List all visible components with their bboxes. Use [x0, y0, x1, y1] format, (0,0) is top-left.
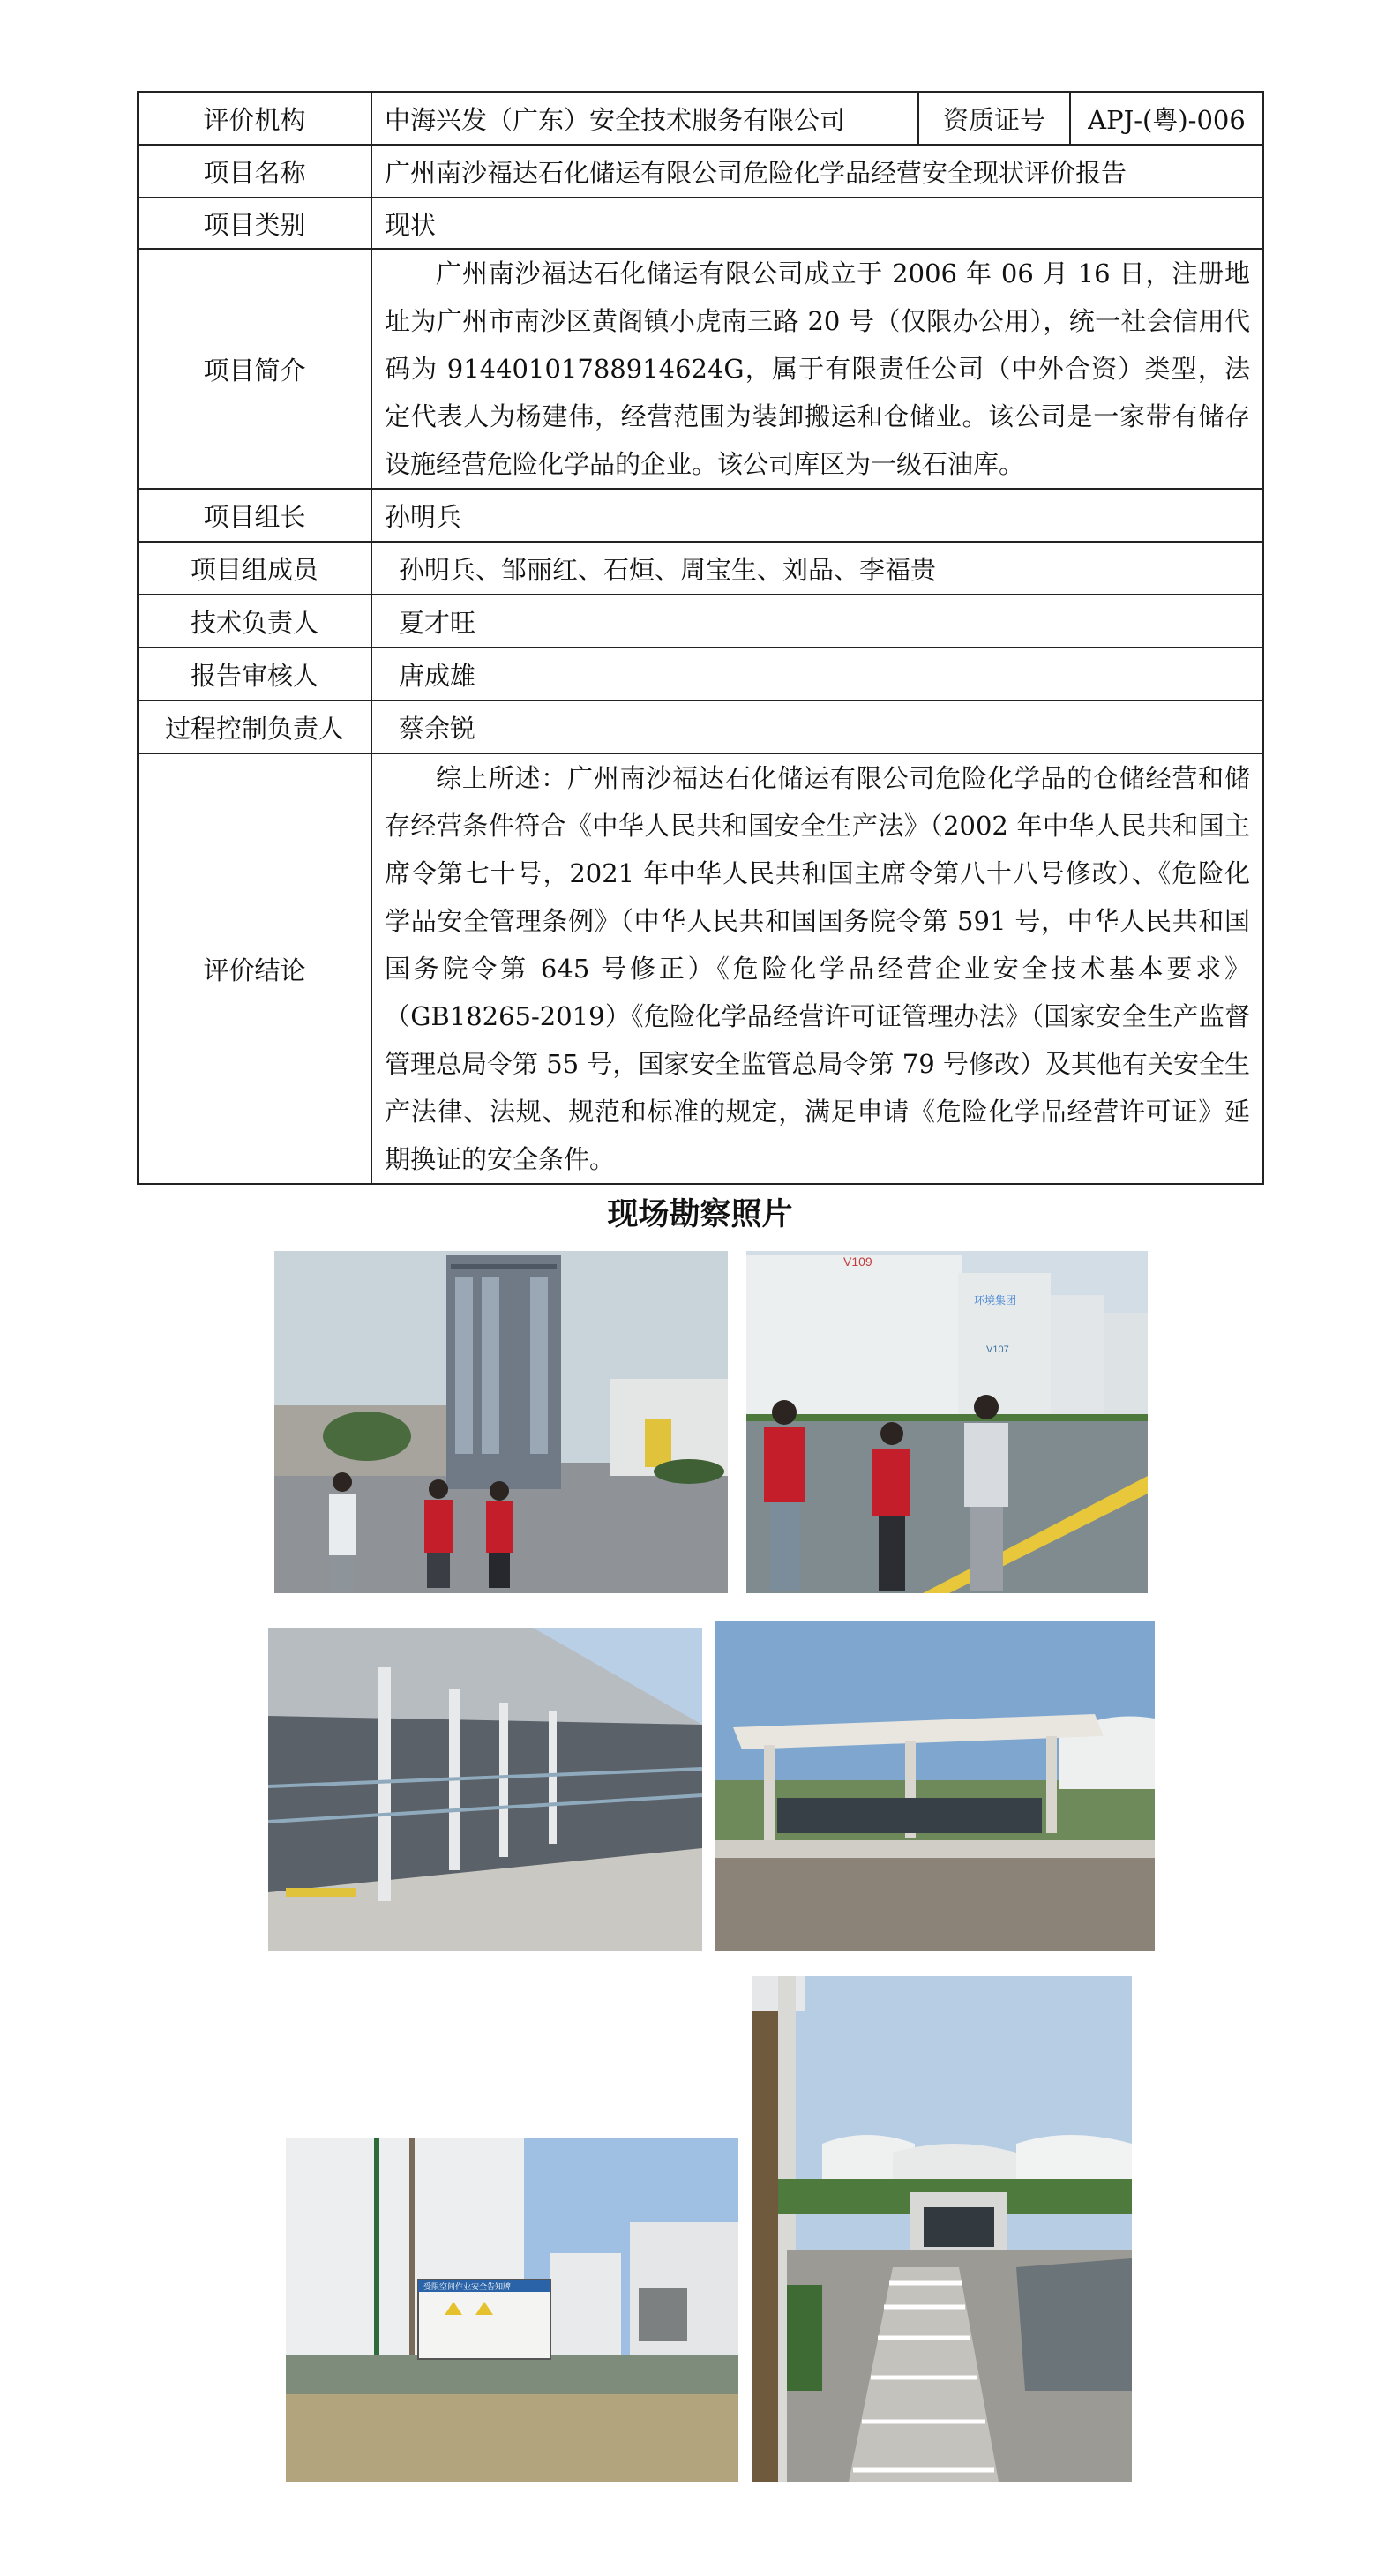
org-label: 评价机构 [138, 92, 371, 145]
project-type-label: 项目类别 [138, 198, 371, 249]
project-intro-label: 项目简介 [138, 249, 371, 489]
site-photos-title: 现场勘察照片 [607, 1197, 793, 1232]
tech-lead-value: 夏才旺 [371, 595, 1263, 648]
process-control-label: 过程控制负责人 [138, 700, 371, 753]
photo-tanks-safety-sign [286, 2138, 738, 2482]
team-leader-label: 项目组长 [138, 489, 371, 542]
conclusion-cell [371, 753, 1263, 1184]
team-members-label: 项目组成员 [138, 542, 371, 595]
tech-lead-label: 技术负责人 [138, 595, 371, 648]
team-members-value: 孙明兵、邹丽红、石烜、周宝生、刘品、李福贵 [371, 542, 1263, 595]
process-control-value: 蔡余锐 [371, 700, 1263, 753]
conclusion-label: 评价结论 [138, 753, 371, 1184]
project-name-label: 项目名称 [138, 145, 371, 198]
project-type-value: 现状 [371, 198, 1263, 249]
project-intro-cell [371, 249, 1263, 489]
tank-label-v107: V107 [986, 1344, 1009, 1355]
photo-canopy-area [715, 1621, 1155, 1951]
project-info-table [137, 91, 1264, 1185]
safety-sign-title: 受限空间作业安全告知牌 [423, 2283, 512, 2292]
org-value: 中海兴发（广东）安全技术服务有限公司 [371, 92, 918, 145]
qualification-label: 资质证号 [918, 92, 1070, 145]
photo-loading-platform [268, 1628, 702, 1951]
photo-office-building [274, 1251, 728, 1593]
photo-tank-farm-walkway [752, 1976, 1132, 2482]
project-intro-text: 广州南沙福达石化储运有限公司成立于 2006 年 06 月 16 日，注册地址为广州市南沙区黄阁镇小虎南三路 20 号（仅限办公用），统一社会信用代码为 91440101788914624G，属于有限责任公司（中外合资）类型，法定代表人为杨建伟，经营范围为装卸搬运和仓储业。该公司是一家带有储存设施经营危险化学品的企业。该公司库区为一级石油库。 [385, 258, 1250, 479]
report-reviewer-label: 报告审核人 [138, 648, 371, 700]
report-reviewer-value: 唐成雄 [371, 648, 1263, 700]
photo-storage-tanks-team [746, 1251, 1148, 1593]
tank-label-v109: V109 [843, 1254, 872, 1269]
conclusion-text: 综上所述：广州南沙福达石化储运有限公司危险化学品的仓储经营和储存经营条件符合《中华人民共和国安全生产法》（2002 年中华人民共和国主席令第七十号，2021 年中华人民共和国主席令第八十八号修改）、《危险化学品安全管理条例》（中华人民共和国国务院令第 591 号，中华人民共和国国务院令第 645 号修正）《危险化学品经营企业安全技术基本要求》（GB18265-2019）《危险化学品经营许可证管理办法》（国家安全生产监督管理总局令第 55 号，国家安全监管总局令第 79 号修改）及其他有关安全生产法律、法规、规范和标准的规定，满足申请《危险化学品经营许可证》延期换证的安全条件。 [385, 763, 1250, 1174]
team-leader-value: 孙明兵 [371, 489, 1263, 542]
project-name-value: 广州南沙福达石化储运有限公司危险化学品经营安全现状评价报告 [371, 145, 1263, 198]
tank-label-logo: 环境集团 [974, 1294, 1017, 1307]
qualification-value: APJ-(粤)-006 [1070, 92, 1263, 145]
